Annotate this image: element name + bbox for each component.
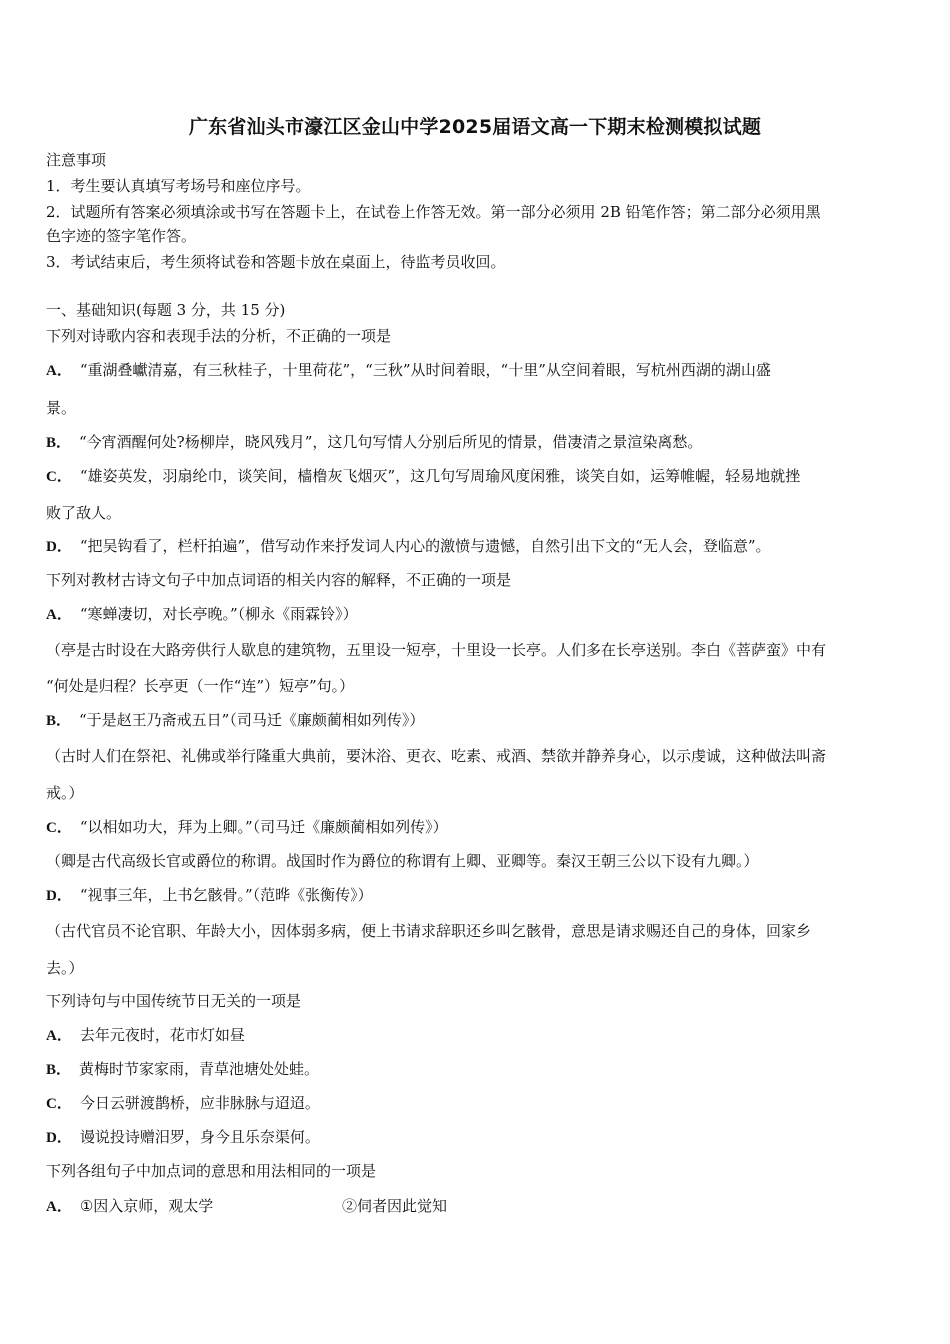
option-label: B． [46,1062,72,1078]
notice-item: 3．考试结束后，考生须将试卷和答题卡放在桌面上，待监考员收回。 [46,253,506,271]
question-2-option-d [46,885,906,906]
question-3-option-c [46,1093,906,1114]
option-label: B． [46,713,72,729]
page-title: 广东省汕头市濠江区金山中学2025届语文高一下期末检测模拟试题 [188,116,762,138]
option-text: 谩说投诗赠汨罗，身今且乐奈渠何。 [79,1128,320,1146]
question-4-stem: 下列各组句子中加点词的意思和用法相同的一项是 [46,1162,377,1180]
option-label: C． [46,1096,72,1112]
question-1-option-a-cont: 景。 [46,399,77,417]
question-1-option-b [46,432,906,453]
option-text: “今宵酒醒何处?杨柳岸，晓风残月”，这几句写情人分别后所见的情景，借凄清之景渲染离愁。 [79,433,703,451]
section-heading: 一、基础知识(每题 3 分，共 15 分) [46,301,286,319]
notice-heading: 注意事项 [46,151,107,169]
question-1-option-c-cont: 败了敌人。 [46,504,122,522]
option-label: D． [46,1130,72,1146]
question-2-option-a [46,604,906,625]
option-text: “雄姿英发，羽扇纶巾，谈笑间，樯橹灰飞烟灭”，这几句写周瑜风度闲雅，谈笑自如，运筹帷幄，轻易地就挫 [79,467,801,485]
question-2-note: （亭是古时设在大路旁供行人歇息的建筑物，五里设一短亭，十里设一长亭。人们多在长亭送别。李白《菩萨蛮》中有 [46,641,827,659]
option-text: 去年元夜时，花市灯如昼 [79,1026,245,1044]
option-text: “于是赵王乃斋戒五日”（司马迁《廉颇蔺相如列传》） [79,711,425,729]
option-label: A． [46,363,72,379]
option-label: B． [46,435,72,451]
question-3-option-b [46,1059,906,1080]
option-text: 黄梅时节家家雨，青草池塘处处蛙。 [79,1060,320,1078]
question-2-note: （古代官员不论官职、年龄大小，因体弱多病，便上书请求辞职还乡叫乞骸骨，意思是请求赐还自己的身体，回家乡 [46,922,812,940]
question-2-option-c [46,817,906,838]
option-text: “以相如功大，拜为上卿。”（司马迁《廉颇蔺相如列传》） [79,818,448,836]
question-1-option-c [46,466,906,487]
option-text-left: ①因入京师，观太学 [79,1197,214,1215]
notice-item: 2．试题所有答案必须填涂或书写在答题卡上，在试卷上作答无效。第一部分必须用 2B 铅笔作答；第二部分必须用黑 [46,203,821,221]
notice-item: 1．考生要认真填写考场号和座位序号。 [46,177,311,195]
question-3-option-a [46,1025,906,1046]
question-1-stem: 下列对诗歌内容和表现手法的分析，不正确的一项是 [46,327,392,345]
question-3-option-d [46,1127,906,1148]
option-text: “把吴钩看了，栏杆拍遍”，借写动作来抒发词人内心的激愤与遗憾，自然引出下文的“无人会，登临意”。 [79,537,771,555]
option-label: A． [46,1028,72,1044]
question-2-note: 去。） [46,959,84,977]
option-text: 今日云骈渡鹊桥，应非脉脉与迢迢。 [79,1094,320,1112]
question-3-stem: 下列诗句与中国传统节日无关的一项是 [46,992,302,1010]
option-label: C． [46,469,72,485]
option-text: “视事三年，上书乞骸骨。”（范晔《张衡传》） [79,886,373,904]
question-2-note: （卿是古代高级长官或爵位的称谓。战国时作为爵位的称谓有上卿、亚卿等。秦汉王朝三公以下设有九卿。） [46,852,759,870]
question-2-note: 戒。） [46,784,84,802]
option-label: D． [46,539,72,555]
option-text-right: ②伺者因此觉知 [342,1197,448,1215]
notice-item: 色字迹的签字笔作答。 [46,227,197,245]
option-label: D． [46,888,72,904]
option-label: A． [46,1199,72,1215]
question-2-stem: 下列对教材古诗文句子中加点词语的相关内容的解释，不正确的一项是 [46,571,512,589]
question-2-note: “何处是归程？长亭更（一作“连”）短亭”句。） [46,677,355,695]
question-4-option-a [46,1196,906,1217]
option-label: C． [46,820,72,836]
question-2-note: （古时人们在祭祀、礼佛或举行隆重大典前，要沐浴、更衣、吃素、戒酒、禁欲并静养身心，以示虔诚，这种做法叫斋 [46,747,827,765]
question-1-option-a [46,360,906,381]
question-2-option-b [46,710,906,731]
option-text: “寒蝉凄切，对长亭晚。”（柳永《雨霖铃》） [79,605,358,623]
option-label: A． [46,607,72,623]
option-text: “重湖叠巘清嘉，有三秋桂子，十里荷花”，“三秋”从时间着眼，“十里”从空间着眼，写杭州西湖的湖山盛 [79,361,771,379]
question-1-option-d [46,536,906,557]
